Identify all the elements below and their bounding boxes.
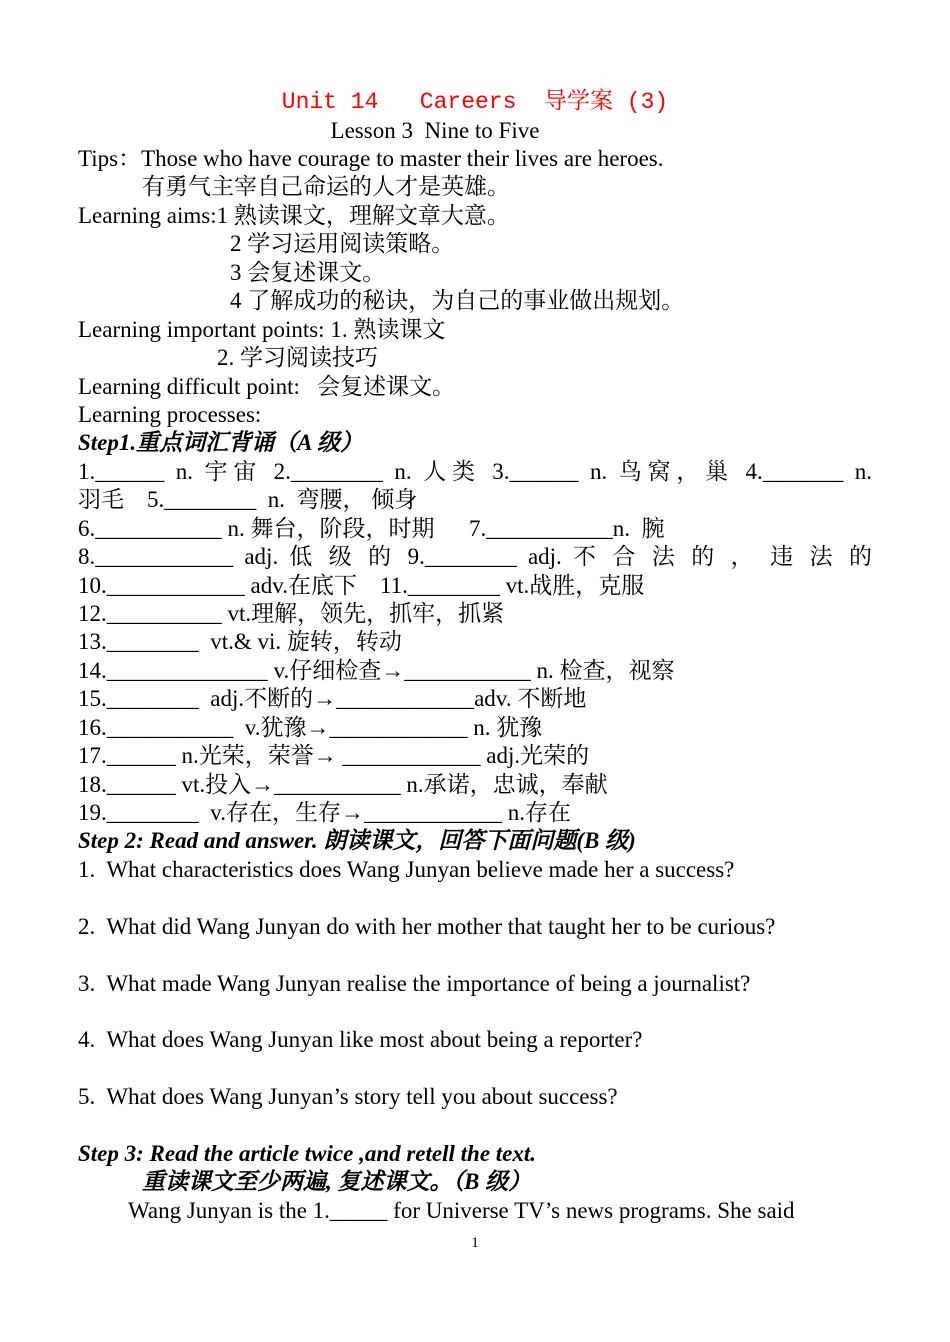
- question-item: 3. What made Wang Junyan realise the importance of being a journalist?: [78, 971, 751, 996]
- vocab-line: 19.________ v.存在，生存→____________ n.存在: [78, 800, 572, 825]
- question-item: 5. What does Wang Junyan’s story tell you about success?: [78, 1084, 618, 1109]
- step3-heading: Step 3: Read the article twice ,and retell the text.: [78, 1141, 537, 1166]
- vocab-line: 1.______ n. 宇宙 2.________ n. 人类 3.______ n. 鸟窝，巢 4._______ n.: [78, 459, 872, 484]
- vocab-line: 14.______________ v.仔细检查→___________ n. 检查，视察: [78, 658, 675, 683]
- important-points-line: Learning important points: 1. 熟读课文: [78, 317, 446, 342]
- learning-processes: Learning processes:: [78, 402, 262, 427]
- vocab-line: 羽毛 5.________ n. 弯腰， 倾身: [78, 487, 418, 512]
- tips-chinese: 有勇气主宰自己命运的人才是英雄。: [142, 174, 510, 199]
- retell-text: Wang Junyan is the 1._____ for Universe TV’s news programs. She said: [128, 1198, 795, 1223]
- question-item: 4. What does Wang Junyan like most about being a reporter?: [78, 1027, 643, 1052]
- difficult-point: Learning difficult point: 会复述课文。: [78, 374, 456, 399]
- important-points-line: 2. 学习阅读技巧: [217, 345, 378, 370]
- vocab-line: 13.________ vt.& vi. 旋转，转动: [78, 629, 402, 654]
- vocab-line: 15.________ adj.不断的→____________adv. 不断地: [78, 686, 587, 711]
- learning-aims-line: 3 会复述课文。: [230, 260, 386, 285]
- step1-heading: Step1.重点词汇背诵（A 级）: [78, 430, 363, 455]
- vocab-line: 18.______ vt.投入→___________ n.承诺，忠诚，奉献: [78, 772, 608, 797]
- step2-heading: Step 2: Read and answer. 朗读课文，回答下面问题(B 级): [78, 828, 636, 853]
- question-item: 1. What characteristics does Wang Junyan believe made her a success?: [78, 857, 735, 882]
- learning-aims-line: 4 了解成功的秘诀，为自己的事业做出规划。: [230, 288, 685, 313]
- vocab-line: 16.___________ v.犹豫→____________ n. 犹豫: [78, 715, 543, 740]
- lesson-subtitle: Lesson 3 Nine to Five: [330, 118, 540, 143]
- vocab-line: 17.______ n.光荣，荣誉→ ____________ adj.光荣的: [78, 743, 590, 768]
- question-item: 2. What did Wang Junyan do with her mother that taught her to be curious?: [78, 914, 776, 939]
- vocab-line: 12.__________ vt.理解，领先，抓牢，抓紧: [78, 601, 505, 626]
- learning-aims-line: 2 学习运用阅读策略。: [230, 231, 455, 256]
- step3-subheading: 重读课文至少两遍, 复述课文。（B 级）: [142, 1169, 532, 1194]
- vocab-line: 8.____________ adj. 低 级 的 9.________ adj. 不 合 法 的 ， 违 法 的: [78, 544, 872, 569]
- vocab-line: 6.___________ n. 舞台，阶段，时期 7.___________n. 腕: [78, 516, 665, 541]
- learning-aims-line: Learning aims:1 熟读课文，理解文章大意。: [78, 203, 510, 228]
- document-title: Unit 14 Careers 导学案 (3): [281, 89, 669, 115]
- page-number: 1: [471, 1235, 479, 1251]
- tips-english: Tips：Those who have courage to master their lives are heroes.: [78, 146, 664, 171]
- vocab-line: 10.____________ adv.在底下 11.________ vt.战胜，克服: [78, 573, 645, 598]
